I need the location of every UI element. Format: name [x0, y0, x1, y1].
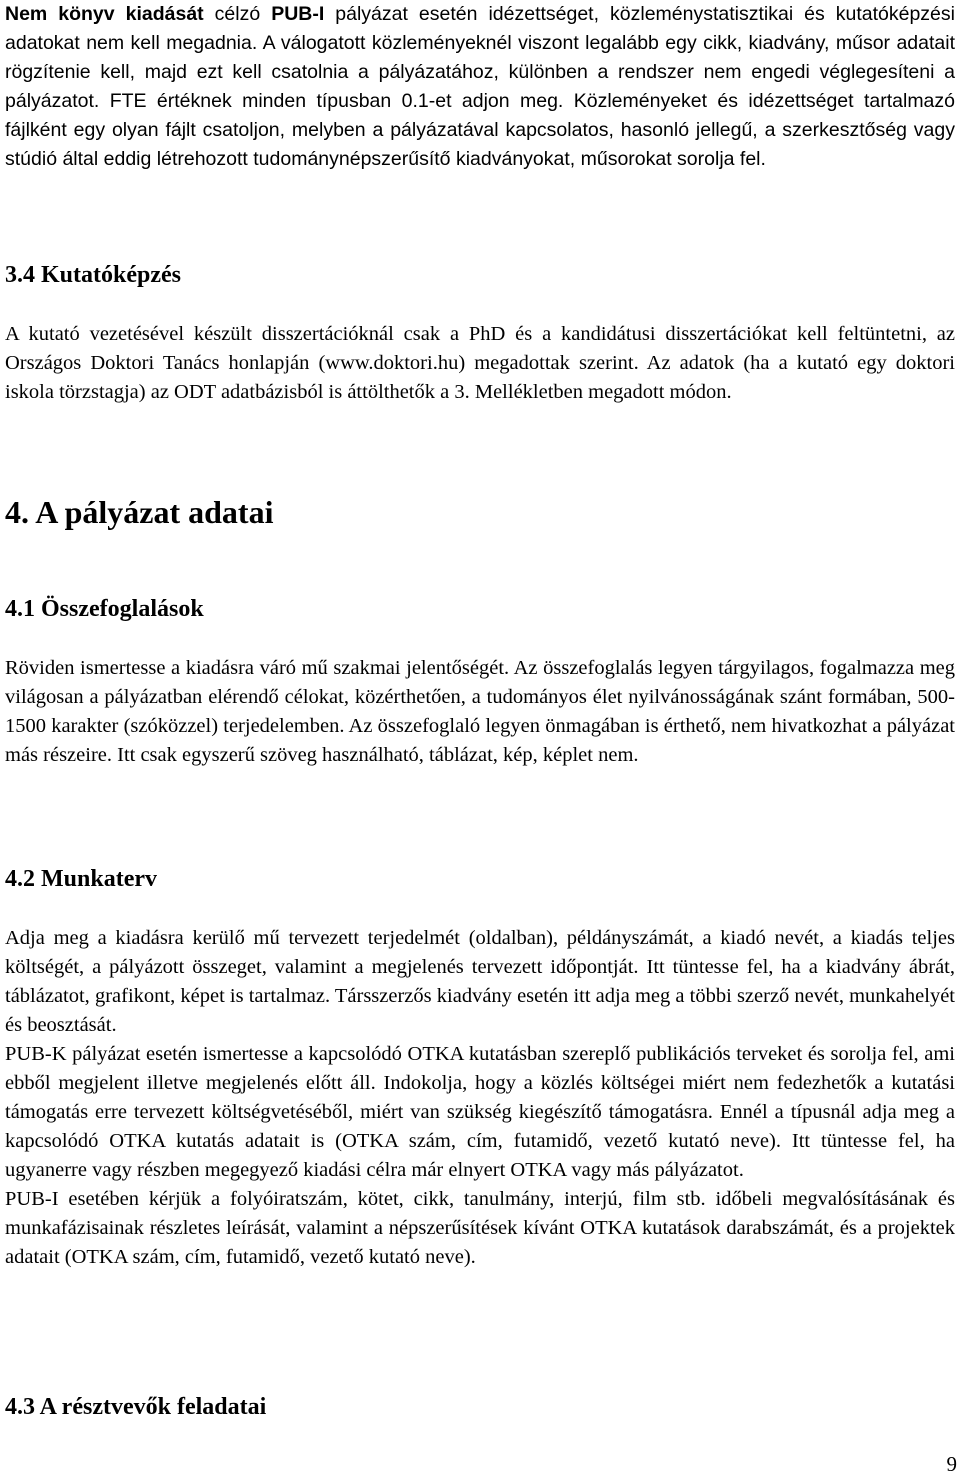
section-3-4-heading: 3.4 Kutatóképzés [5, 262, 181, 288]
intro-paragraph [5, 0, 955, 174]
page-number: 9 [946, 1452, 957, 1476]
section-4-2-body [5, 924, 955, 1272]
section-4-2-paragraph-2: PUB-K pályázat esetén ismertesse a kapcsolódó OTKA kutatásban szereplő publikációs terveket és sorolja fel, ami ebből megjelent illetve megjelenés előtt áll. Indokolja, hogy a közlés költségei miért nem fedezhetők a kutatási támogatás erre tervezett költségvetéséből, miért van szükség kiegészítő támogatásra. Ennél a típusnál adja meg a kapcsolódó OTKA kutatás adatait is (OTKA szám, cím, futamidő, vezető kutató neve). Itt tüntesse fel, ha ugyanerre vagy részben megegyező kiadási célra már elnyert OTKA vagy más pályázatot. [5, 1043, 955, 1181]
section-3-4-body [5, 320, 955, 407]
section-3-4-text: A kutató vezetésével készült disszertációknál csak a PhD és a kandidátusi disszertációkat kell feltüntetni, az Országos Doktori Tanács honlapján (www.doktori.hu) megadottak szerint. Az adatok (ha a kutató egy doktori iskola törzstagja) az ODT adatbázisból is áttölthetők a 3. Mellékletben megadott módon. [5, 323, 955, 403]
section-4 [5, 493, 955, 531]
section-4-heading: 4. A pályázat adatai [5, 494, 274, 530]
intro-lead-bold: Nem könyv kiadását [5, 3, 204, 25]
section-4-3-heading: 4.3 A résztvevők feladatai [5, 1394, 267, 1420]
section-4-2 [5, 864, 955, 894]
section-3-4 [5, 260, 955, 290]
section-4-1-text: Röviden ismertesse a kiadásra váró mű szakmai jelentőségét. Az összefoglalás legyen tárgyilagos, fogalmazza meg világosan a pályázatban elérendő célokat, közérthetően, a tudományos élet nyilvánosságának szánt formában, 500-1500 karakter (szóközzel) terjedelemben. Az összefoglaló legyen önmagában is érthető, nem hivatkozhat a pályázat más részeire. Itt csak egyszerű szöveg használható, táblázat, kép, képlet nem. [5, 657, 955, 766]
intro-text: pályázat esetén idézettséget, közleménystatisztikai és kutatóképzési adatokat nem kell megadnia. A válogatott közleményeknél viszont legalább egy cikk, kiadvány, műsor adatait rögzítenie kell, majd ezt kell csatolnia a pályázatához, különben a rendszer nem engedi véglegesíteni a pályázatot. FTE értéknek minden típusban 0.1-et adjon meg. Közleményeket és idézettséget tartalmazó fájlként egy olyan fájlt csatoljon, melyben a pályázatával kapcsolatos, hasonló jellegű, a szerkesztőség vagy stúdió által eddig létrehozott tudománynépszerűsítő kiadványokat, műsorokat sorolja fel. [5, 3, 955, 170]
intro-pubi-bold: PUB-I [271, 3, 325, 25]
section-4-1-body [5, 654, 955, 770]
section-4-1 [5, 594, 955, 624]
section-4-2-heading: 4.2 Munkaterv [5, 866, 157, 892]
section-4-2-paragraph-3: PUB-I esetében kérjük a folyóiratszám, kötet, cikk, tanulmány, interjú, film stb. időbeli megvalósításának és munkafázisainak részletes leírását, valamint a népszerűsítések kívánt OTKA kutatások darabszámát, és a projektek adatait (OTKA szám, cím, futamidő, vezető kutató neve). [5, 1188, 955, 1268]
section-4-2-paragraph-1: Adja meg a kiadásra kerülő mű tervezett terjedelmét (oldalban), példányszámát, a kiadó nevét, a kiadás teljes költségét, a pályázott összeget, valamint a megjelenés tervezett időpontját. Itt tüntesse fel, ha a kiadvány ábrát, táblázatot, grafikont, képet is tartalmaz. Társszerzős kiadvány esetén itt adja meg a többi szerző nevét, munkahelyét és beosztását. [5, 927, 955, 1036]
section-4-1-heading: 4.1 Összefoglalások [5, 596, 204, 622]
intro-lead-rest: célzó [203, 3, 272, 25]
section-4-3 [5, 1392, 955, 1422]
